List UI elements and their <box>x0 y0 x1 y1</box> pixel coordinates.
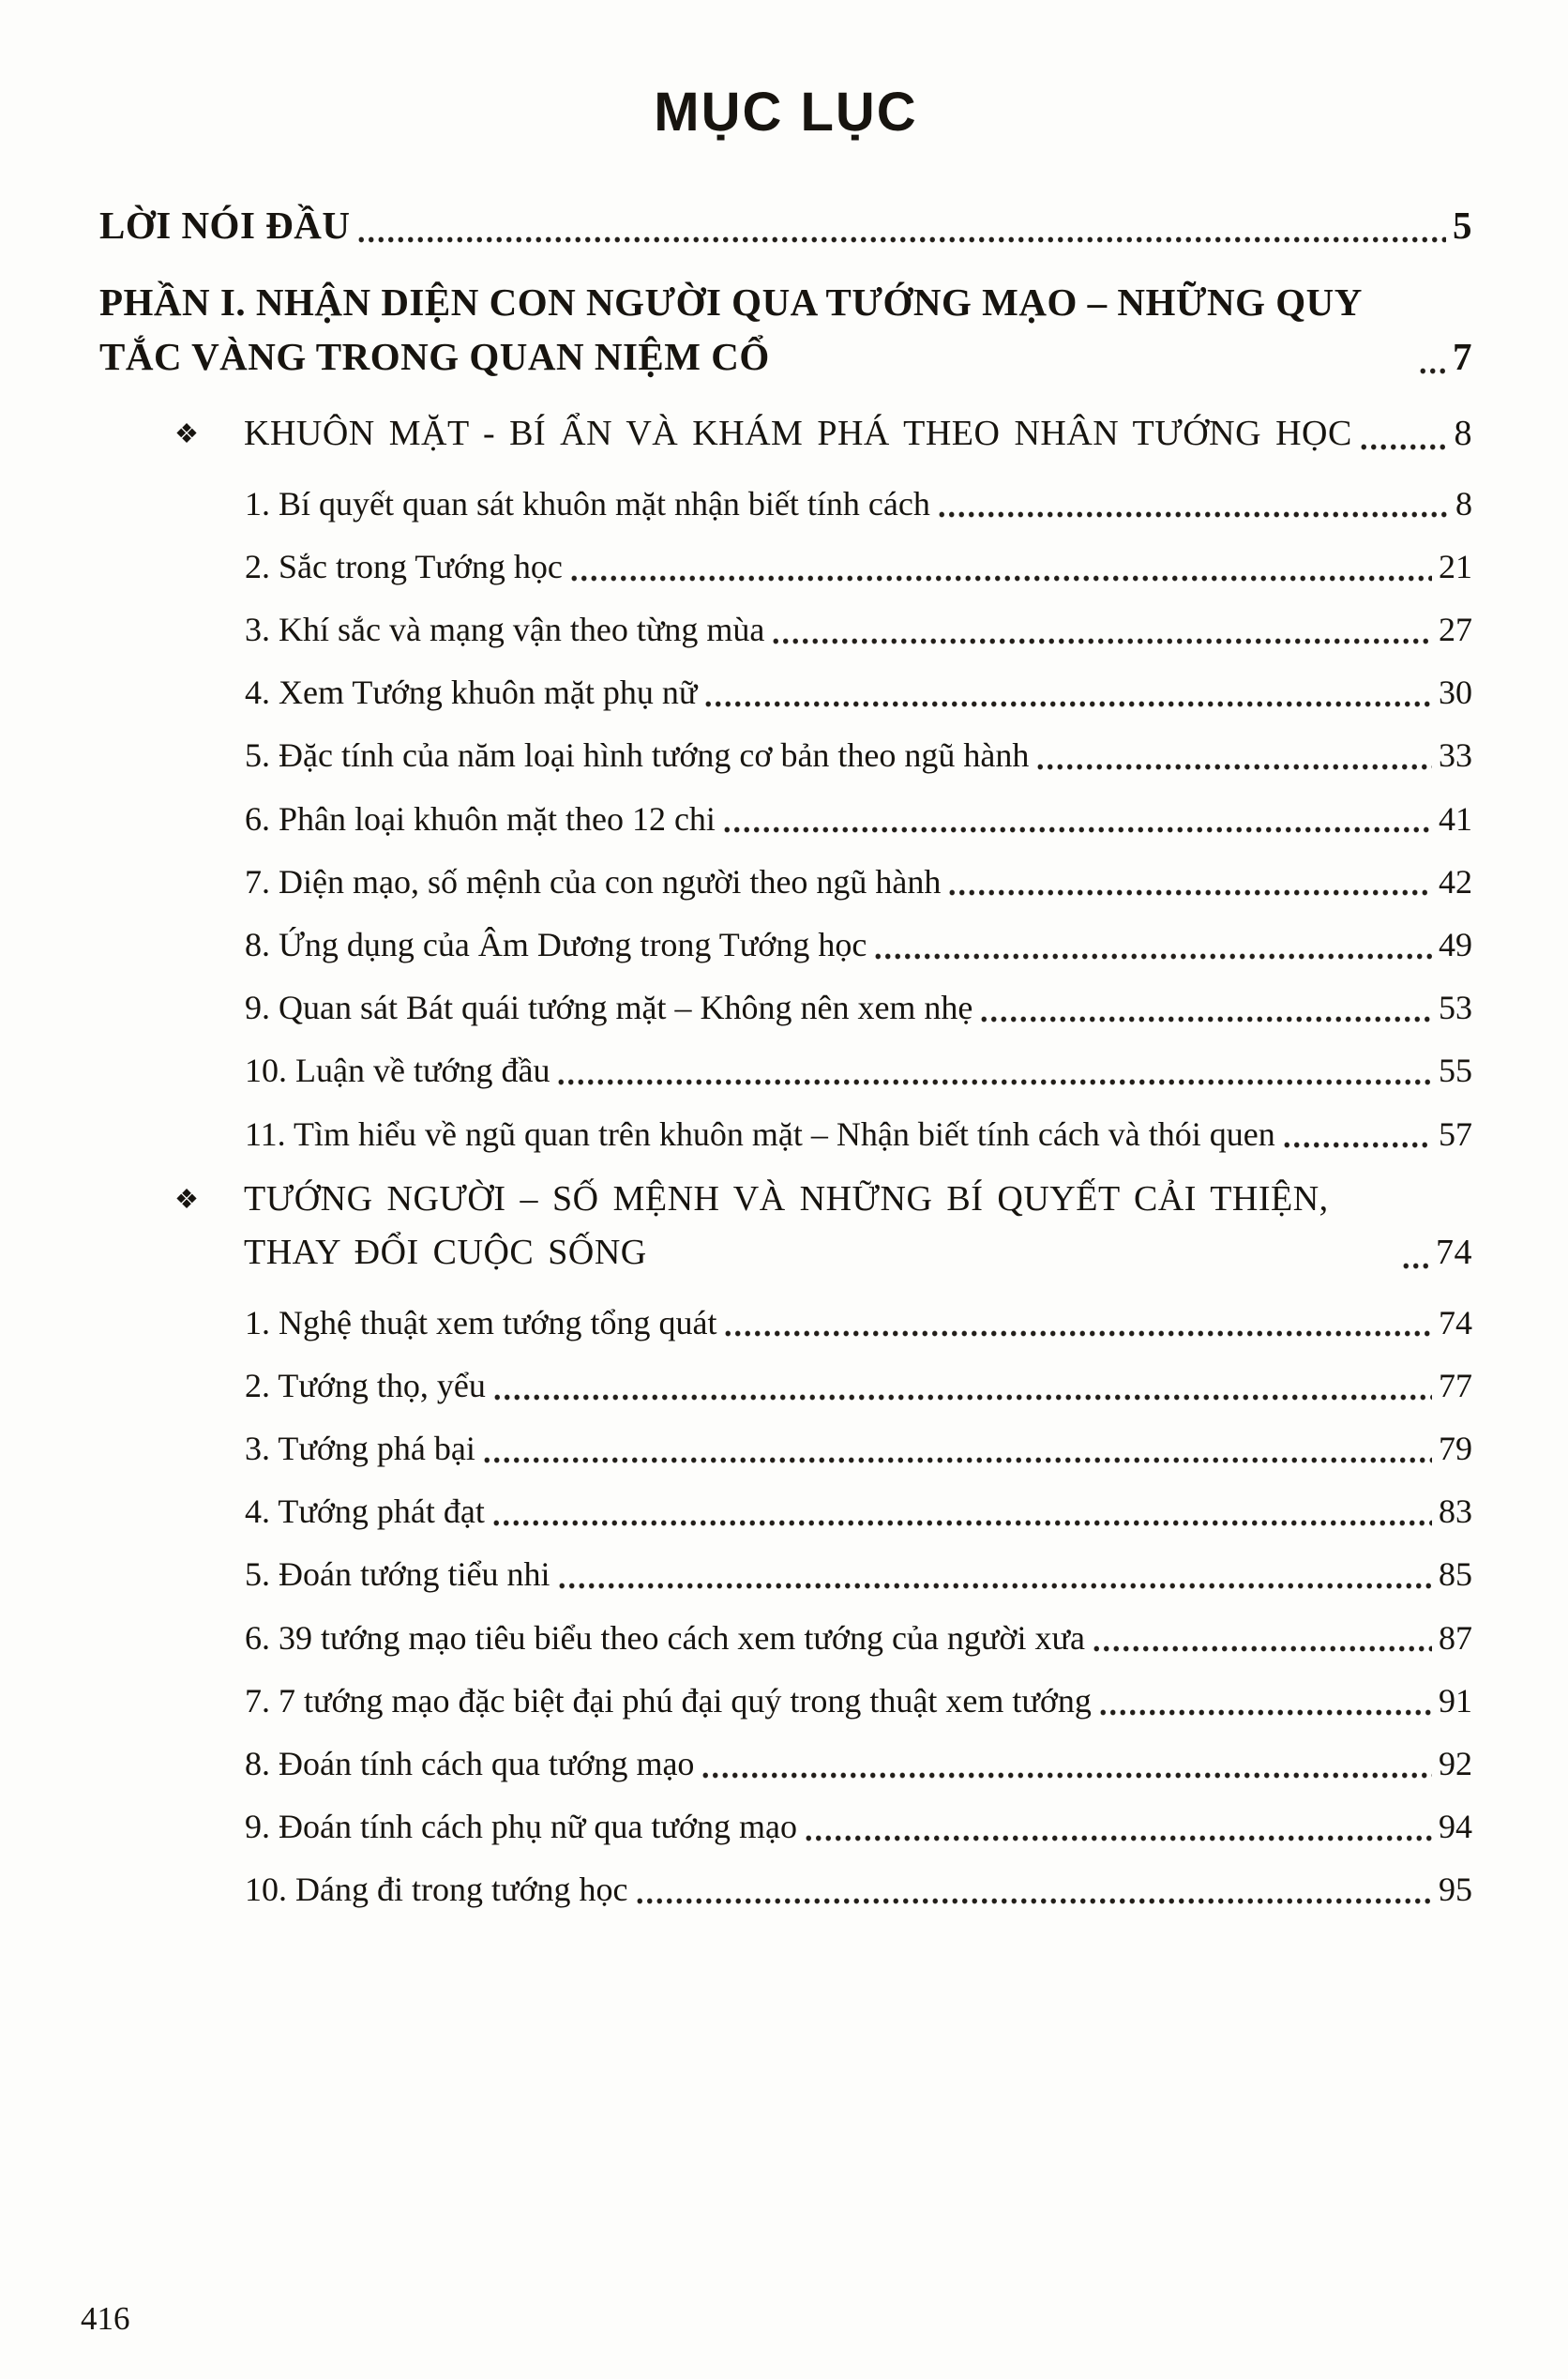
toc-entry-title: 11. Tìm hiểu về ngũ quan trên khuôn mặt – Nhận biết tính cách và thói quen <box>245 1114 1275 1153</box>
toc-entry-page: 41 <box>1439 799 1472 838</box>
toc-entry <box>99 542 1472 591</box>
toc-entry-title: 7. 7 tướng mạo đặc biệt đại phú đại quý trong thuật xem tướng <box>245 1681 1092 1720</box>
toc-entry <box>99 1046 1472 1095</box>
dot-leader <box>557 1571 1432 1599</box>
toc-entry <box>99 1739 1472 1788</box>
toc-entry-title: 5. Đặc tính của năm loại hình tướng cơ bản theo ngũ hành <box>245 736 1030 775</box>
toc-entry-page: 85 <box>1439 1555 1472 1594</box>
toc-entry-page: 74 <box>1436 1232 1472 1272</box>
dot-leader <box>1418 356 1446 385</box>
toc-entry-title: 1. Bí quyết quan sát khuôn mặt nhận biết tính cách <box>245 484 930 523</box>
dot-leader <box>1282 1130 1432 1159</box>
toc-entry <box>99 1487 1472 1536</box>
diamond-bullet-icon: ❖ <box>174 418 200 449</box>
toc-entry-page: 53 <box>1439 989 1472 1027</box>
dot-leader <box>1035 752 1432 780</box>
toc-entry <box>99 983 1472 1032</box>
dot-leader <box>947 878 1432 906</box>
toc-entry-page: 7 <box>1453 335 1472 379</box>
dot-leader <box>491 1508 1432 1536</box>
toc-entry-title: 6. Phân loại khuôn mặt theo 12 chi <box>245 799 716 838</box>
dot-leader <box>1092 1634 1432 1662</box>
toc-entry-title: 9. Đoán tính cách phụ nữ qua tướng mạo <box>245 1808 797 1846</box>
toc-entry <box>99 857 1472 906</box>
toc-entry <box>99 1550 1472 1599</box>
page-title: MỤC LỤC <box>654 82 918 143</box>
toc-entry-page: 83 <box>1439 1493 1472 1531</box>
toc-entry-title: 1. Nghệ thuật xem tướng tổng quát <box>245 1303 717 1341</box>
toc-entry-title: 3. Khí sắc và mạng vận theo từng mùa <box>245 611 765 649</box>
toc-entry-page: 30 <box>1439 674 1472 712</box>
dot-leader <box>482 1445 1432 1473</box>
toc-entry <box>99 1424 1472 1473</box>
toc-entry-page: 8 <box>1454 413 1472 453</box>
toc-entry <box>99 1614 1472 1662</box>
toc-entry-title: 8. Đoán tính cách qua tướng mạo <box>245 1745 695 1783</box>
toc-entry <box>99 1110 1472 1159</box>
toc-entry-page: 79 <box>1439 1430 1472 1468</box>
toc-entry-title: 7. Diện mạo, số mệnh của con người theo ngũ hành <box>245 862 942 901</box>
dot-leader <box>701 1760 1432 1788</box>
dot-leader <box>771 626 1432 654</box>
dot-leader <box>635 1887 1433 1915</box>
dot-leader <box>492 1382 1432 1410</box>
toc-entry-page: 92 <box>1439 1745 1472 1783</box>
toc-entry-title: PHẦN I. NHẬN DIỆN CON NGƯỜI QUA TƯỚNG MẠO – NHỮNG QUY TẮC VÀNG TRONG QUAN NIỆM CỔ <box>99 280 1362 379</box>
toc-entry-title: 4. Tướng phát đạt <box>245 1493 485 1531</box>
toc-entry-title: LỜI NÓI ĐẦU <box>99 204 351 247</box>
toc-entry-page: 55 <box>1439 1052 1472 1090</box>
dot-leader <box>723 1319 1432 1347</box>
dot-leader <box>804 1823 1432 1851</box>
dot-leader <box>1359 432 1448 461</box>
toc-entry <box>99 795 1472 843</box>
dot-leader <box>873 941 1432 969</box>
toc-entry-page: 27 <box>1439 611 1472 649</box>
toc-entry-page: 8 <box>1455 484 1472 523</box>
toc-entry-page: 95 <box>1439 1871 1472 1909</box>
toc-entry <box>99 1865 1472 1914</box>
dot-leader <box>722 815 1432 843</box>
toc-list <box>99 198 1472 1915</box>
toc-entry-title: 2. Tướng thọ, yểu <box>245 1366 486 1404</box>
dot-leader <box>569 563 1432 591</box>
toc-entry <box>99 1298 1472 1347</box>
toc-entry-title: 6. 39 tướng mạo tiêu biểu theo cách xem tướng của người xưa <box>245 1618 1085 1657</box>
toc-entry-title: 8. Ứng dụng của Âm Dương trong Tướng học <box>245 925 867 963</box>
toc-entry-page: 77 <box>1439 1366 1472 1404</box>
toc-entry-title: KHUÔN MẶT - BÍ ẨN VÀ KHÁM PHÁ THEO NHÂN TƯỚNG HỌC <box>244 413 1352 453</box>
toc-entry-title: 4. Xem Tướng khuôn mặt phụ nữ <box>245 674 698 712</box>
toc-entry <box>99 1676 1472 1725</box>
toc-entry-title: 10. Dáng đi trong tướng học <box>245 1871 628 1909</box>
toc-entry-title: TƯỚNG NGƯỜI – SỐ MỆNH VÀ NHỮNG BÍ QUYẾT CẢI THIỆN, THAY ĐỔI CUỘC SỐNG <box>244 1178 1329 1272</box>
folio-page-number: 416 <box>81 2300 130 2337</box>
toc-entry-title: 10. Luận về tướng đầu <box>245 1052 550 1090</box>
toc-entry-page: 87 <box>1439 1618 1472 1657</box>
toc-entry-page: 21 <box>1439 547 1472 585</box>
dot-leader <box>1401 1251 1429 1280</box>
toc-entry <box>99 1802 1472 1851</box>
toc-entry <box>99 668 1472 717</box>
toc-entry <box>99 275 1472 384</box>
toc-entry-page: 42 <box>1439 862 1472 901</box>
toc-entry-page: 94 <box>1439 1808 1472 1846</box>
toc-entry <box>99 407 1472 461</box>
toc-entry-page: 33 <box>1439 736 1472 775</box>
toc-entry-title: 3. Tướng phá bại <box>245 1430 475 1468</box>
toc-entry <box>99 731 1472 780</box>
diamond-bullet-icon: ❖ <box>174 1184 200 1215</box>
toc-entry <box>99 479 1472 528</box>
dot-leader <box>356 224 1446 252</box>
dot-leader <box>937 500 1449 528</box>
toc-entry-page: 49 <box>1439 925 1472 963</box>
toc-entry-title: 5. Đoán tướng tiểu nhi <box>245 1555 550 1594</box>
toc-entry <box>99 920 1472 969</box>
toc-entry-title: 2. Sắc trong Tướng học <box>245 547 563 585</box>
toc-entry <box>99 605 1472 654</box>
dot-leader <box>556 1068 1432 1096</box>
toc-entry-page: 91 <box>1439 1681 1472 1720</box>
dot-leader <box>979 1004 1432 1032</box>
toc-entry-title: 9. Quan sát Bát quái tướng mặt – Không nên xem nhẹ <box>245 989 973 1027</box>
toc-entry <box>99 198 1472 252</box>
toc-entry <box>99 1173 1472 1280</box>
toc-entry-page: 74 <box>1439 1303 1472 1341</box>
toc-entry-page: 57 <box>1439 1114 1472 1153</box>
toc-entry-page: 5 <box>1453 204 1472 247</box>
dot-leader <box>703 689 1432 717</box>
toc-entry <box>99 1361 1472 1410</box>
dot-leader <box>1098 1697 1432 1725</box>
